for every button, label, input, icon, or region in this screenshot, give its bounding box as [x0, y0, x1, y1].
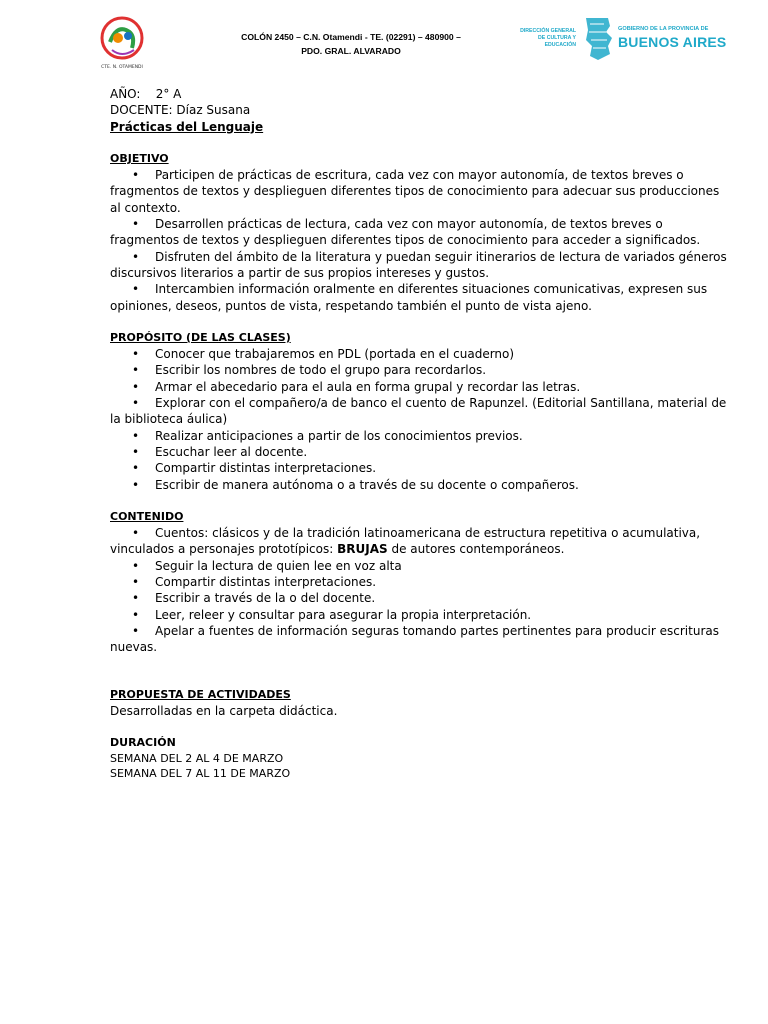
- list-item: • Conocer que trabajaremos en PDL (portada en el cuaderno): [132, 347, 515, 362]
- list-item: • Seguir la lectura de quien lee en voz alta: [132, 558, 402, 573]
- propuesta-text: Desarrolladas en la carpeta didáctica.: [110, 703, 338, 718]
- objetivo-list: [110, 167, 730, 314]
- brujas-keyword: BRUJAS: [337, 542, 388, 557]
- government-logo: [510, 16, 727, 64]
- list-item: • Escuchar leer al docente.: [132, 444, 308, 459]
- list-item: • Explorar con el compañero/a de banco el cuento de Rapunzel. (Editorial Santillana, material de la biblioteca áulica): [110, 396, 727, 427]
- propuesta-title: PROPUESTA DE ACTIVIDADES: [110, 687, 291, 701]
- school-address: [196, 30, 506, 58]
- address-line-1: COLÓN 2450 – C.N. Otamendi - TE. (02291) – 480900 –: [241, 32, 461, 42]
- buenos-aires-label: BUENOS AIRES: [618, 34, 727, 50]
- list-item: • Leer, releer y consultar para asegurar la propia interpretación.: [132, 607, 532, 622]
- list-item: • Cuentos: clásicos y de la tradición latinoamericana de estructura repetitiva o acumulativa, vinculados a personajes prototípicos: BRUJAS de autores contemporáneos.: [110, 526, 701, 557]
- duracion-line-2: SEMANA DEL 7 AL 11 DE MARZO: [110, 767, 291, 781]
- document-header: [0, 0, 768, 80]
- address-line-2: PDO. GRAL. ALVARADO: [301, 46, 401, 56]
- gov-left-line-2: DE CULTURA Y EDUCACIÓN: [538, 35, 576, 48]
- duracion-title: DURACIÓN: [110, 736, 176, 750]
- list-item: • Escribir de manera autónoma o a través de su docente o compañeros.: [132, 477, 579, 492]
- contenido-list: [110, 525, 730, 655]
- anio-label: AÑO:: [110, 87, 141, 101]
- duracion-line-1: SEMANA DEL 2 AL 4 DE MARZO: [110, 752, 284, 766]
- proposito-list: [110, 346, 730, 493]
- anio-value: 2° A: [155, 87, 182, 101]
- province-map-icon: [582, 16, 614, 62]
- docente-line: DOCENTE: Díaz Susana: [110, 103, 251, 118]
- anio-line: [110, 86, 730, 102]
- list-item: • Escribir a través de la o del docente.: [132, 591, 376, 606]
- school-logo: [96, 12, 154, 72]
- proposito-title: PROPÓSITO (DE LAS CLASES): [110, 330, 291, 344]
- list-item: • Compartir distintas interpretaciones.: [132, 575, 377, 590]
- school-logo-caption: CTE. N. OTAMENDI: [101, 65, 143, 70]
- document-body: [110, 86, 730, 781]
- gobierno-provincia-label: GOBIERNO DE LA PROVINCIA DE: [618, 26, 709, 32]
- materia-title: Prácticas del Lenguaje: [110, 119, 264, 134]
- gov-left-line-1: DIRECCIÓN GENERAL: [520, 28, 576, 34]
- list-item: • Realizar anticipaciones a partir de los conocimientos previos.: [132, 428, 523, 443]
- list-item: • Desarrollen prácticas de lectura, cada vez con mayor autonomía, de textos breves o fragmentos de textos y desplieguen diferentes tipos de conocimiento para acceder a significados.: [110, 217, 701, 248]
- list-item: • Compartir distintas interpretaciones.: [132, 461, 377, 476]
- objetivo-title: OBJETIVO: [110, 151, 169, 165]
- list-item: • Disfruten del ámbito de la literatura y puedan seguir itinerarios de lectura de variados géneros discursivos literarios a partir de sus propios intereses y gustos.: [110, 249, 727, 280]
- list-item: • Armar el abecedario para el aula en forma grupal y recordar las letras.: [132, 379, 581, 394]
- list-item: • Intercambien información oralmente en diferentes situaciones comunicativas, expresen sus opiniones, deseos, puntos de vista, respetando también el punto de vista ajeno.: [110, 282, 708, 313]
- list-item: • Participen de prácticas de escritura, cada vez con mayor autonomía, de textos breves o fragmentos de textos y desplieguen diferentes tipos de conocimiento para adecuar sus producciones al contexto.: [110, 168, 720, 215]
- list-item: • Apelar a fuentes de información seguras tomando partes pertinentes para producir escrituras nuevas.: [110, 623, 719, 655]
- direccion-general-label: [510, 28, 576, 49]
- contenido-title: CONTENIDO: [110, 509, 184, 523]
- list-item: • Escribir los nombres de todo el grupo para recordarlos.: [132, 363, 487, 378]
